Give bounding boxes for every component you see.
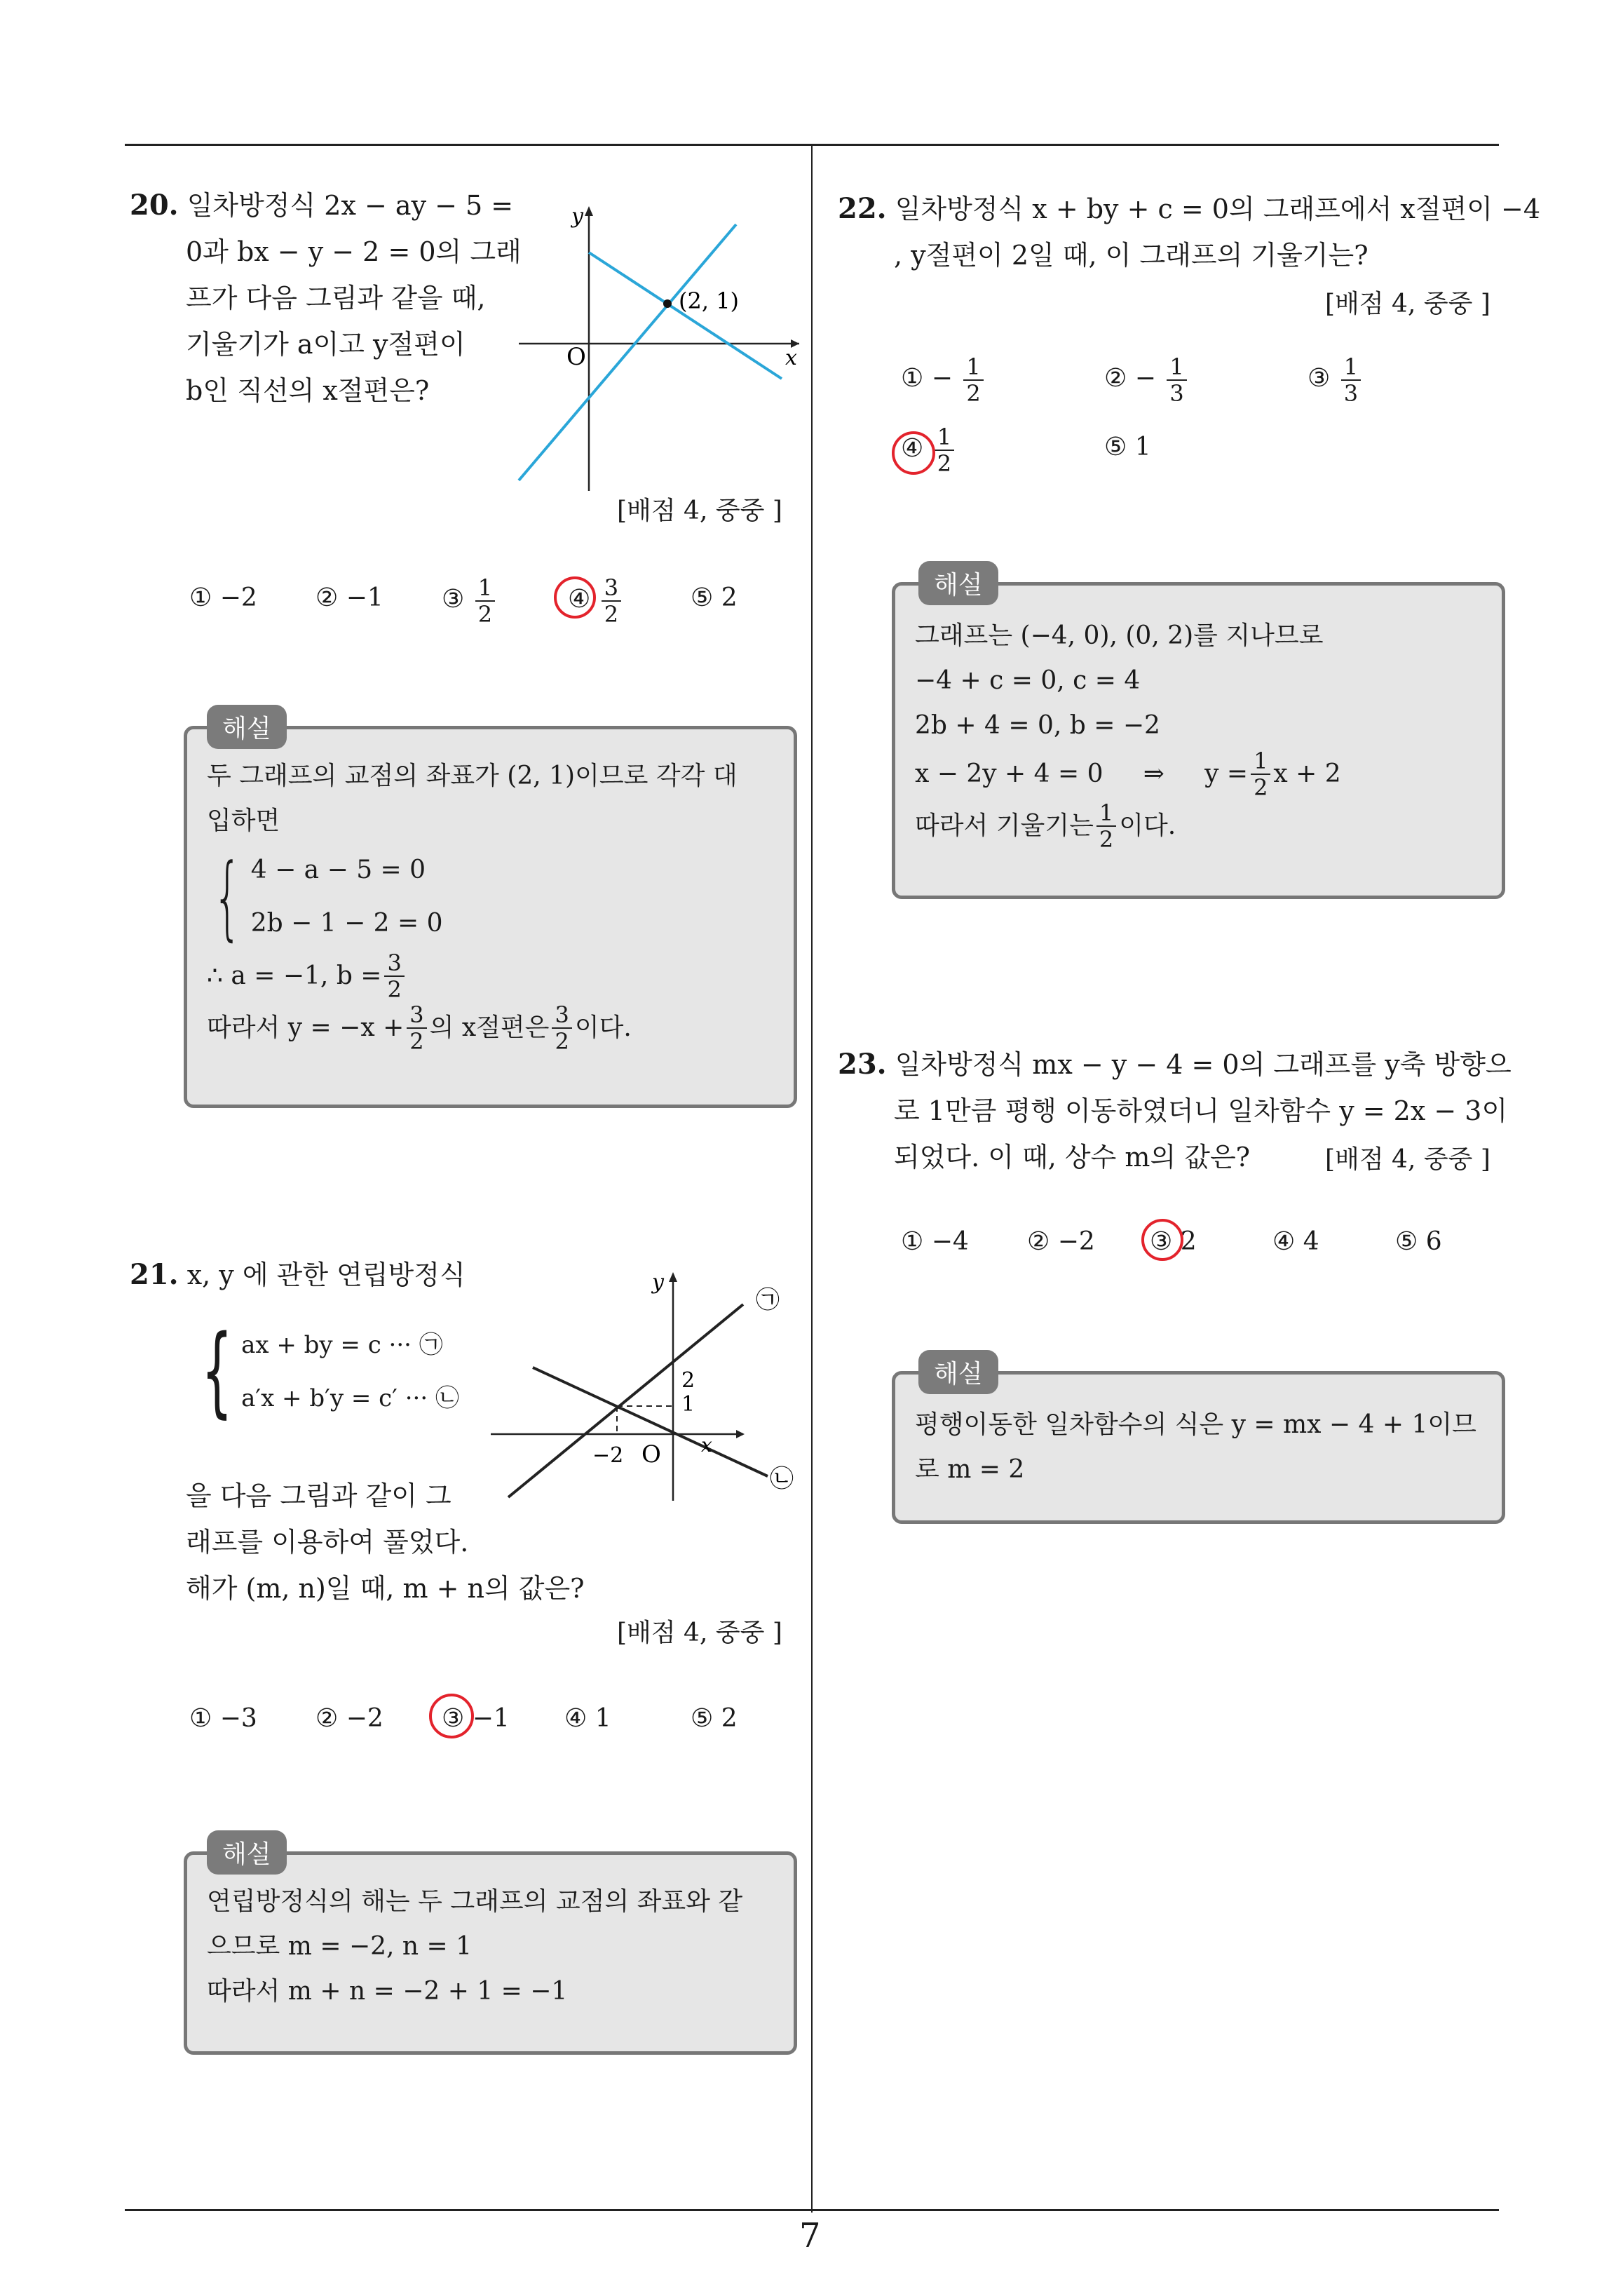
- choices-22: [901, 354, 1490, 494]
- choices-21: [189, 1704, 792, 1746]
- numerator: 3: [602, 575, 621, 602]
- solution-line: 따라서 y = −x +: [207, 1013, 405, 1042]
- numerator: 1: [963, 354, 983, 381]
- problem-text-line: x, y 에 관한 연립방정식: [186, 1260, 466, 1290]
- choice-2[interactable]: ② −2: [1027, 1227, 1095, 1256]
- denominator: 2: [409, 1028, 424, 1055]
- numerator: 1: [1251, 748, 1270, 775]
- choices-20: [189, 575, 792, 638]
- tick-label: −2: [592, 1443, 624, 1468]
- solution-line: 이다.: [574, 1013, 632, 1042]
- solution-tag: 해설: [207, 1830, 287, 1875]
- x-axis-label: x: [701, 1433, 712, 1457]
- problem-text-line: 로 1만큼 평행 이동하였더니 일차함수 y = 2x − 3이: [894, 1095, 1508, 1126]
- choice-5[interactable]: ⑤ 2: [691, 1704, 738, 1733]
- problem-number: 20.: [130, 189, 179, 222]
- choice-3[interactable]: ③ 2: [1150, 1227, 1197, 1256]
- problem-text-line: 프가 다음 그림과 같을 때,: [186, 283, 486, 313]
- choice-2[interactable]: ② −2: [315, 1704, 383, 1733]
- choice-4[interactable]: [901, 424, 957, 476]
- solution-line: 의 x절편은: [429, 1013, 550, 1042]
- numerator: 1: [1341, 354, 1361, 381]
- origin-label: O: [566, 343, 586, 371]
- numerator: 1: [1167, 354, 1186, 381]
- solution-line: 2b + 4 = 0, b = −2: [915, 711, 1160, 740]
- problem-22: [838, 186, 1541, 278]
- choice-marker: ④: [901, 434, 924, 463]
- problem-text-line: 래프를 이용하여 풀었다.: [186, 1527, 469, 1558]
- choice-3[interactable]: [1308, 354, 1364, 406]
- problem-text-line: 해가 (m, n)일 때, m + n의 값은?: [186, 1573, 585, 1604]
- denominator: 2: [966, 380, 981, 407]
- choice-4[interactable]: ④ 4: [1272, 1227, 1319, 1256]
- choice-marker: ② −: [1104, 364, 1156, 393]
- solution-line: 두 그래프의 교점의 좌표가 (2, 1)이므로 각각 대: [207, 762, 738, 790]
- numerator: 3: [552, 1002, 571, 1029]
- problem-text-line: 을 다음 그림과 같이 그: [186, 1480, 451, 1511]
- numerator: 1: [935, 424, 954, 451]
- fraction: [963, 354, 983, 406]
- score-23: [배점 4, 중중 ]: [1325, 1145, 1490, 1174]
- choice-5[interactable]: ⑤ 1: [1104, 433, 1151, 461]
- line-label: ㉠: [756, 1286, 780, 1314]
- problem-20: [130, 182, 522, 414]
- fraction: [602, 575, 621, 627]
- score-22: [배점 4, 중중 ]: [1325, 290, 1490, 318]
- origin-label: O: [641, 1440, 661, 1468]
- fraction: [1341, 354, 1361, 406]
- brace-icon: {: [212, 844, 243, 950]
- fraction: [1096, 800, 1116, 852]
- numerator: 3: [384, 950, 404, 977]
- y-axis-label: y: [652, 1270, 664, 1295]
- solution-line: 로 m = 2: [915, 1455, 1025, 1484]
- tick-label: 1: [681, 1392, 695, 1417]
- numerator: 3: [407, 1002, 426, 1029]
- problem-text-line: 일차방정식 mx − y − 4 = 0의 그래프를 y축 방향으: [895, 1049, 1512, 1080]
- equation: 2b − 1 − 2 = 0: [250, 909, 443, 938]
- fraction: [552, 1002, 571, 1054]
- problem-text-line: 0과 bx − y − 2 = 0의 그래: [186, 236, 522, 267]
- score-20: [배점 4, 중중 ]: [617, 497, 782, 525]
- fraction: [1167, 354, 1186, 406]
- point-label: (2, 1): [679, 288, 740, 314]
- solution-body-23: [915, 1403, 1490, 1492]
- equation: a′x + b′y = c′ ··· ㉡: [241, 1384, 459, 1412]
- solution-body-20: [207, 754, 782, 1054]
- problem-text-line: 일차방정식 x + by + c = 0의 그래프에서 x절편이 −4: [895, 194, 1541, 224]
- solution-line: 평행이동한 일차함수의 식은 y = mx − 4 + 1이므: [915, 1410, 1476, 1439]
- solution-body-22: [915, 614, 1490, 852]
- denominator: 3: [1169, 380, 1184, 407]
- solution-tag: 해설: [918, 1350, 998, 1394]
- choice-2[interactable]: ② −1: [315, 583, 383, 612]
- choice-4[interactable]: ④ 1: [564, 1704, 611, 1733]
- bottom-rule: [125, 2209, 1499, 2211]
- problem-number: 21.: [130, 1258, 179, 1291]
- fraction: [935, 424, 954, 476]
- solution-line: ∴ a = −1, b =: [207, 961, 382, 990]
- tick-label: 2: [681, 1368, 695, 1393]
- solution-line: −4 + c = 0, c = 4: [915, 666, 1141, 695]
- numerator: 1: [1096, 800, 1116, 827]
- denominator: 2: [555, 1028, 569, 1055]
- choice-1[interactable]: ① −2: [189, 583, 257, 612]
- choice-1[interactable]: [901, 354, 986, 406]
- system-of-equations: [207, 844, 782, 950]
- x-axis-label: x: [785, 346, 797, 370]
- denominator: 2: [387, 976, 402, 1003]
- equation: 4 − a − 5 = 0: [250, 856, 426, 884]
- fraction: [475, 575, 495, 627]
- choice-1[interactable]: ① −3: [189, 1704, 257, 1733]
- y-axis-label: y: [571, 204, 583, 229]
- fraction: [407, 1002, 426, 1054]
- line-label: ㉡: [770, 1465, 794, 1493]
- solution-line: 이다.: [1119, 811, 1176, 840]
- solution-tag: 해설: [207, 705, 287, 749]
- solution-line: 따라서 기울기는: [915, 811, 1094, 840]
- choice-5[interactable]: ⑤ 2: [691, 583, 738, 612]
- page-number: 7: [799, 2216, 821, 2255]
- denominator: 2: [604, 601, 619, 628]
- problem-text-line: 일차방정식 2x − ay − 5 =: [186, 190, 514, 221]
- graph-20: [505, 196, 813, 505]
- choice-marker: ① −: [901, 364, 953, 393]
- denominator: 3: [1343, 380, 1359, 407]
- choice-5[interactable]: ⑤ 6: [1395, 1227, 1442, 1256]
- choice-marker: ③: [1308, 364, 1331, 393]
- solution-line: x + 2: [1273, 759, 1341, 788]
- equation: ax + by = c ··· ㉠: [241, 1331, 443, 1359]
- system-21: [186, 1314, 459, 1429]
- solution-line: 따라서 m + n = −2 + 1 = −1: [207, 1977, 568, 2006]
- brace-icon: {: [201, 1314, 233, 1429]
- fraction: [1251, 748, 1270, 800]
- fraction: [384, 950, 404, 1002]
- solution-line: 으므로 m = −2, n = 1: [207, 1932, 473, 1961]
- choice-4[interactable]: [568, 575, 624, 627]
- denominator: 2: [477, 601, 493, 628]
- problem-21-text: [186, 1473, 677, 1612]
- solution-body-21: [207, 1879, 782, 2014]
- choice-1[interactable]: ① −4: [901, 1227, 969, 1256]
- problem-text-line: , y절편이 2일 때, 이 그래프의 기울기는?: [894, 240, 1369, 271]
- choice-3[interactable]: [442, 575, 498, 627]
- solution-tag: 해설: [918, 561, 998, 605]
- score-21: [배점 4, 중중 ]: [617, 1619, 782, 1647]
- solution-line: 그래프는 (−4, 0), (0, 2)를 지나므로: [915, 621, 1324, 650]
- choice-3[interactable]: ③ −1: [442, 1704, 510, 1733]
- problem-text-line: b인 직선의 x절편은?: [186, 375, 430, 406]
- solution-line: 입하면: [207, 806, 280, 835]
- choice-marker: ③: [442, 585, 465, 614]
- problem-text-line: 기울기가 a이고 y절편이: [186, 329, 466, 360]
- problem-text-line: 되었다. 이 때, 상수 m의 값은?: [894, 1142, 1251, 1173]
- denominator: 2: [1254, 774, 1268, 801]
- denominator: 2: [1099, 826, 1114, 853]
- numerator: 1: [475, 575, 495, 602]
- choices-23: [901, 1227, 1490, 1269]
- choice-2[interactable]: [1104, 354, 1190, 406]
- denominator: 2: [937, 450, 952, 477]
- problem-number: 23.: [838, 1048, 887, 1081]
- choice-marker: ④: [568, 585, 591, 614]
- problem-number: 22.: [838, 192, 887, 225]
- solution-line: 연립방정식의 해는 두 그래프의 교점의 좌표와 같: [207, 1887, 743, 1916]
- solution-line: x − 2y + 4 = 0 ⇒ y =: [915, 759, 1249, 788]
